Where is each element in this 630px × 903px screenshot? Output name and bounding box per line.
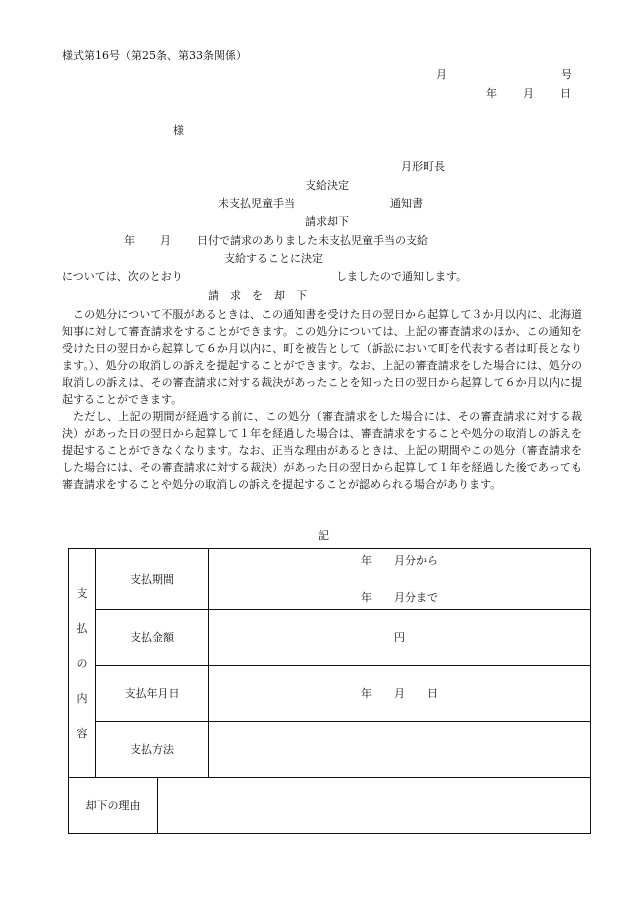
date-day: 日 — [560, 87, 571, 100]
choice-approve: 支給することに決定 — [224, 252, 323, 265]
group-label-char: 払 — [76, 621, 88, 635]
payment-period-label: 支払期間 — [96, 549, 209, 610]
payment-date-value: 年 月 日 — [361, 687, 438, 700]
appeal-paragraph-2: ただし、上記の期間が経過する前に、この処分（審査請求をした場合には、その審査請求に対する裁決）があった日の翌日から起算して１年を経過した場合は、審査請求をすることや処分の取消しの訴えを提起することができなくなります。なお、正当な理由があるときは、上記の期間やこの処分（審査請求をした場合には、その審査請求に対する裁決）があった日の翌日から起算して１年を経過した後であっても審査請求をすることや処分の取消しの訴えを提起することが認められる場合があります。 — [62, 410, 582, 491]
doc-number-month: 月 — [436, 68, 447, 81]
title-left: 未支払児童手当 — [218, 197, 295, 210]
form-number: 様式第16号（第25条、第33条関係） — [62, 49, 247, 62]
payment-method-field[interactable] — [209, 722, 591, 778]
request-text: 日付で請求のありました未支払児童手当の支給 — [197, 234, 428, 247]
payment-amount-field[interactable] — [209, 610, 591, 666]
payment-period-field[interactable] — [209, 549, 591, 610]
rejection-reason-divider — [157, 778, 158, 833]
title-right: 通知書 — [390, 197, 423, 210]
appeal-paragraph-1: この処分について不服があるときは、この通知書を受けた日の翌日から起算して３か月以内に、北海道知事に対して審査請求をすることができます。この処分については、上記の審査請求のほか、この通知を受けた日の翌日から起算して６か月以内に、町を被告として（訴訟において町を代表する者は町長となります。）、処分の取消しの訴えを提起することができます。なお、上記の審査請求をした場合には、処分の取消しの訴えは、その審査請求に対する裁決があったことを知った日の翌日から起算して６か月以内に提起することができます。 — [62, 308, 582, 406]
notice-line-left: については、次のとおり — [62, 270, 183, 283]
group-label-char: の — [76, 656, 88, 670]
title-option-reject: 請求却下 — [305, 215, 349, 228]
title-option-approve: 支給決定 — [305, 179, 349, 192]
notice-line-right: しましたので通知します。 — [336, 270, 468, 283]
request-month: 月 — [160, 234, 171, 247]
payment-details-table — [68, 548, 591, 834]
choice-reject: 請 求 を 却 下 — [208, 289, 307, 302]
issuer: 月形町長 — [401, 160, 445, 173]
payment-date-field[interactable] — [209, 666, 591, 722]
date-year: 年 — [486, 87, 497, 100]
request-year: 年 — [124, 234, 135, 247]
payment-amount-label: 支払金額 — [96, 610, 209, 666]
group-label-char: 支 — [76, 586, 88, 600]
payment-date-label: 支払年月日 — [96, 666, 209, 722]
ki-mark: 記 — [318, 529, 329, 542]
rejection-reason-row — [69, 778, 591, 834]
payment-content-group-label — [69, 549, 96, 778]
group-label-char: 容 — [76, 726, 88, 740]
group-label-char: 内 — [76, 691, 88, 705]
period-to: 年 月分まで — [361, 591, 438, 604]
payment-method-label: 支払方法 — [96, 722, 209, 778]
recipient-honorific: 様 — [173, 124, 184, 137]
rejection-reason-label: 却下の理由 — [85, 799, 141, 812]
date-month: 月 — [523, 87, 534, 100]
doc-number-suffix: 号 — [561, 68, 572, 81]
amount-unit: 円 — [394, 631, 405, 644]
period-from: 年 月分から — [361, 554, 438, 567]
